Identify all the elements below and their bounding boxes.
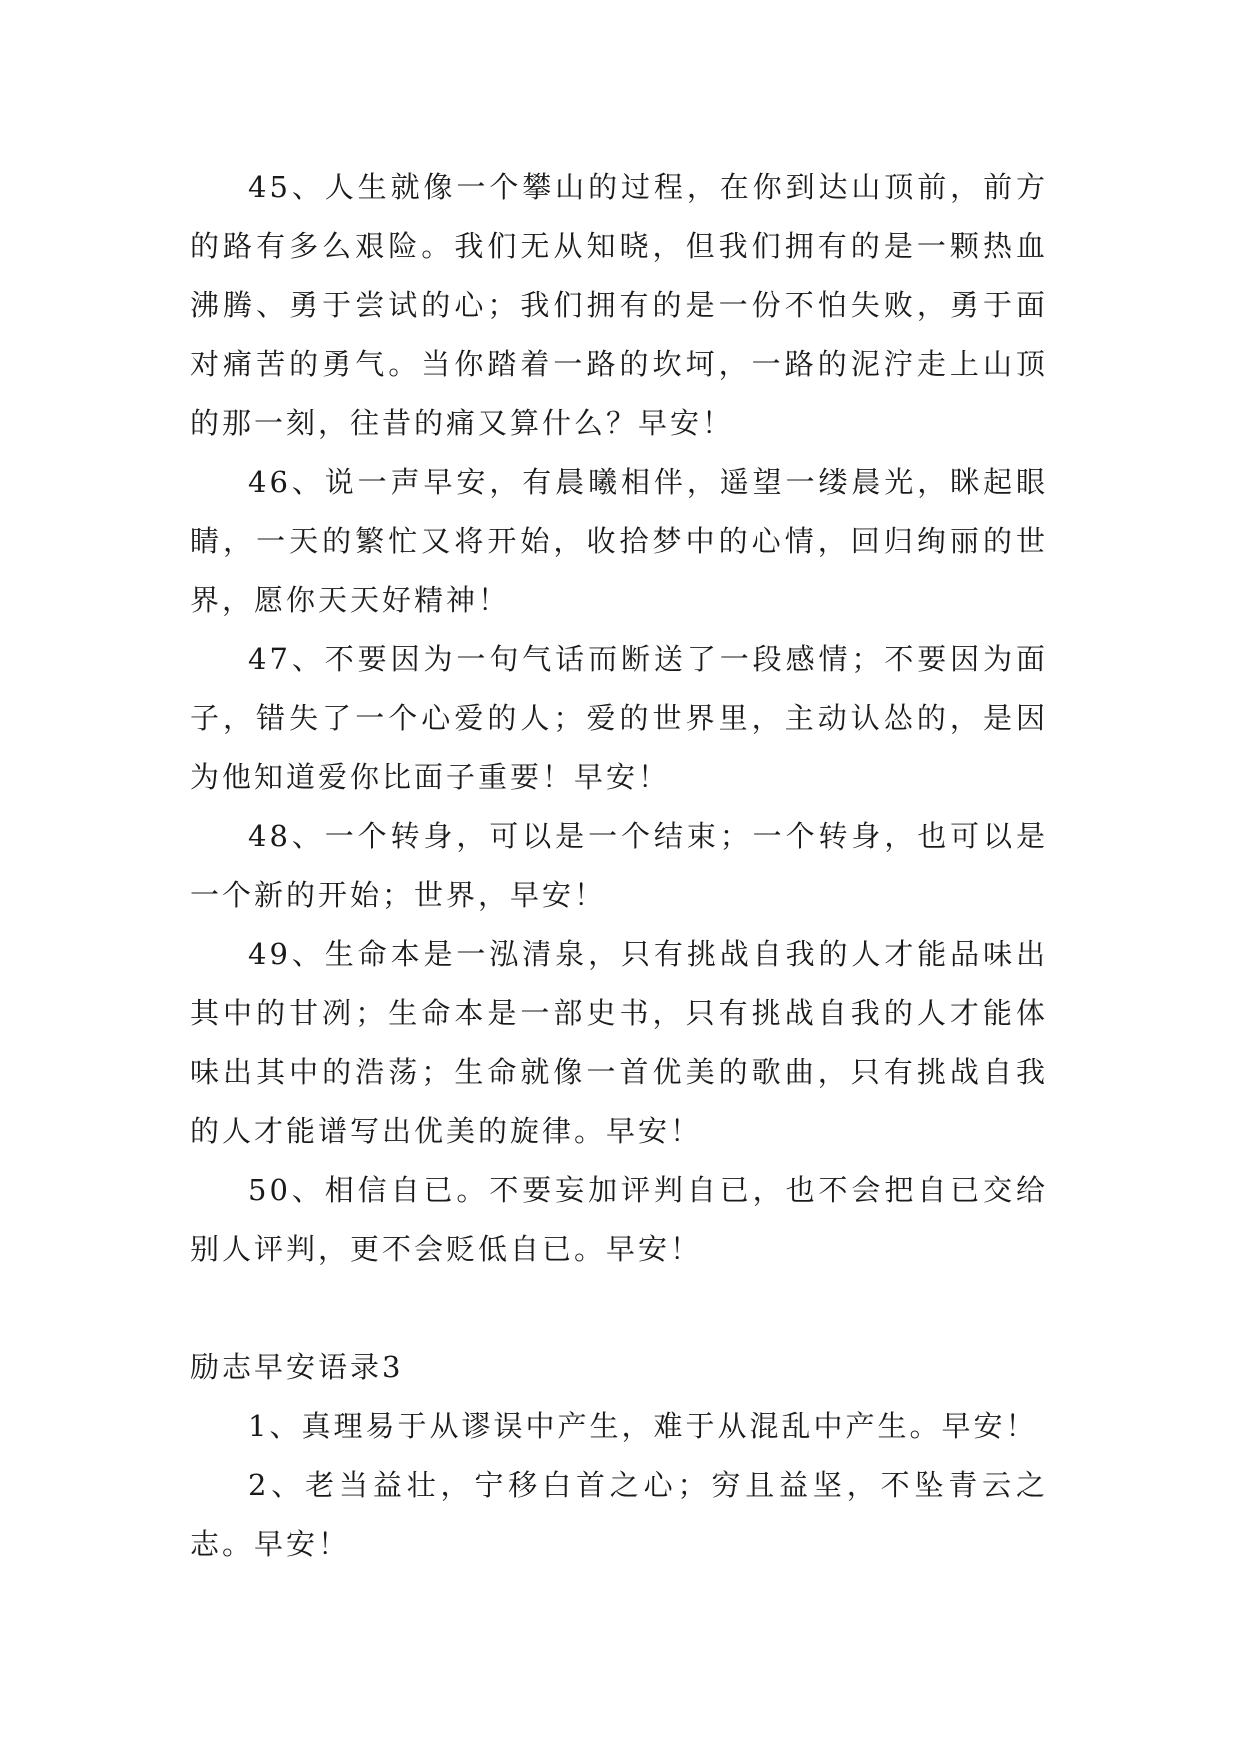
section-heading: 励志早安语录3 [190, 1350, 404, 1384]
document-body [190, 158, 1048, 1574]
paragraph-50: 50、相信自已。不要妄加评判自已，也不会把自已交给别人评判，更不会贬低自已。早安！ [190, 1173, 1048, 1266]
paragraph-46: 46、说一声早安，有晨曦相伴，遥望一缕晨光，眯起眼睛，一天的繁忙又将开始，收拾梦中的心情，回归绚丽的世界，愿你天天好精神！ [190, 465, 1048, 617]
paragraph-45: 45、人生就像一个攀山的过程，在你到达山顶前，前方的路有多么艰险。我们无从知晓，但我们拥有的是一颗热血沸腾、勇于尝试的心；我们拥有的是一份不怕失败，勇于面对痛苦的勇气。当你踏着一路的坎坷，一路的泥泞走上山顶的那一刻，往昔的痛又算什么？早安！ [190, 170, 1048, 440]
paragraph-48: 48、一个转身，可以是一个结束；一个转身，也可以是一个新的开始；世界，早安！ [190, 819, 1048, 912]
paragraph-47: 47、不要因为一句气话而断送了一段感情；不要因为面子，错失了一个心爱的人；爱的世界里，主动认怂的，是因为他知道爱你比面子重要！早安！ [190, 642, 1048, 794]
paragraph-2: 2、老当益壮，宁移白首之心；穷且益坚，不坠青云之志。早安！ [190, 1468, 1048, 1561]
paragraph-49: 49、生命本是一泓清泉，只有挑战自我的人才能品味出其中的甘冽；生命本是一部史书，只有挑战自我的人才能体味出其中的浩荡；生命就像一首优美的歌曲，只有挑战自我的人才能谱写出优美的旋律。早安！ [190, 937, 1048, 1148]
paragraph-1: 1、真理易于从谬误中产生，难于从混乱中产生。早安！ [248, 1409, 1038, 1443]
